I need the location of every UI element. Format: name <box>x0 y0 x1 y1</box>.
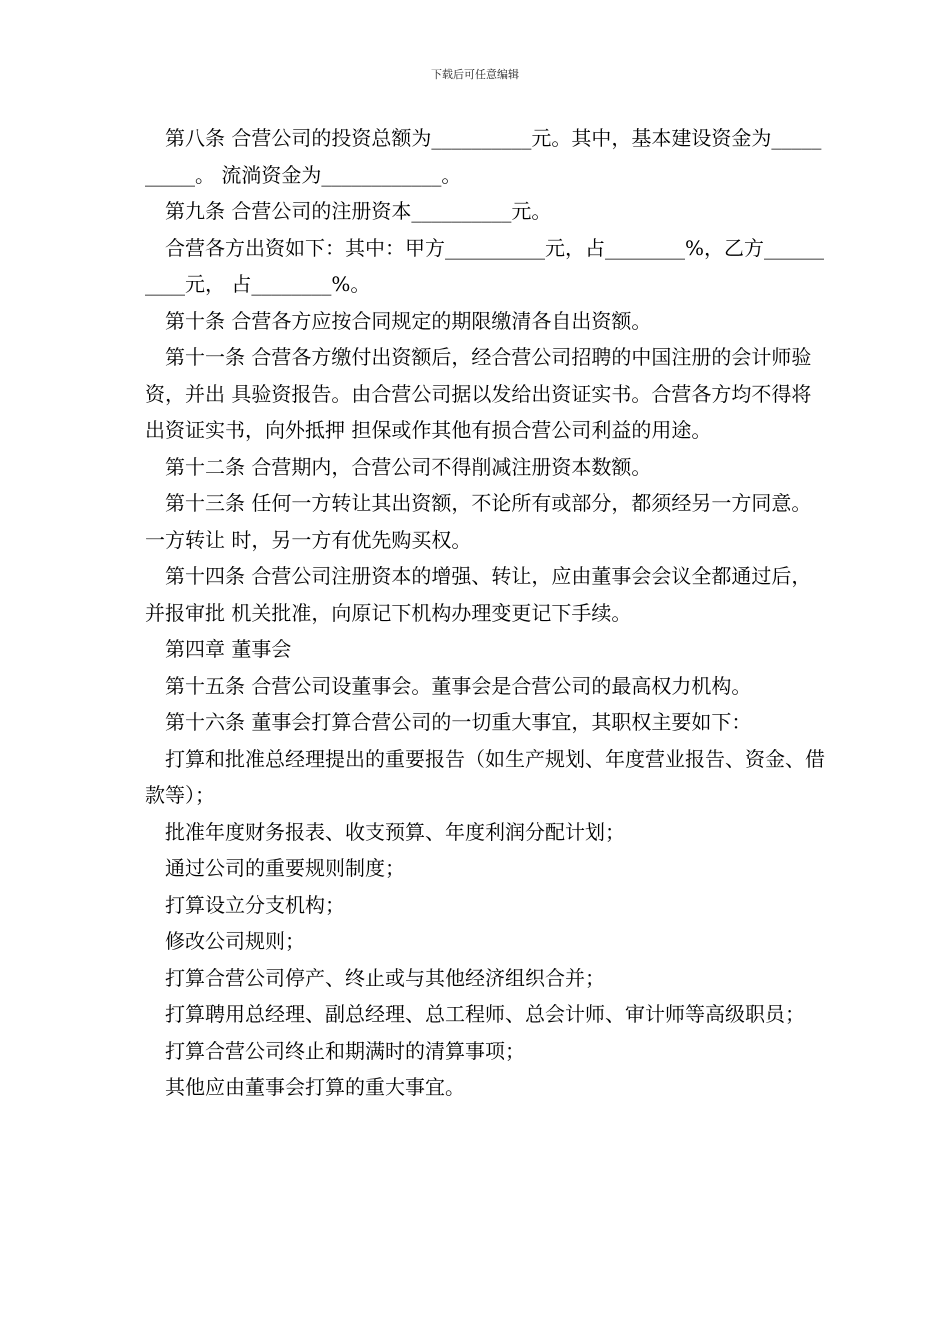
article-16: 第十六条 董事会打算合营公司的一切重大事宜，其职权主要如下： <box>165 710 752 734</box>
board-power-1: 打算和批准总经理提出的重要报告（如生产规划、年度营业报告、资金、借款等）； <box>145 746 825 807</box>
board-power-2: 批准年度财务报表、收支预算、年度利润分配计划； <box>165 819 625 844</box>
board-power-5: 修改公司规则； <box>165 929 305 953</box>
board-power-6: 打算合营公司停产、终止或与其他经济组织合并； <box>165 965 605 990</box>
article-15: 第十五条 合营公司设董事会。董事会是合营公司的最高权力机构。 <box>165 673 752 698</box>
board-power-4: 打算设立分支机构； <box>165 892 345 917</box>
chapter-4-heading: 第四章 董事会 <box>165 637 292 661</box>
board-power-7: 打算聘用总经理、副总经理、总工程师、总会计师、审计师等高级职员； <box>165 1002 805 1026</box>
article-12: 第十二条 合营期内，合营公司不得削减注册资本数额。 <box>165 454 652 479</box>
page-header-note: 下载后可任意编辑 <box>431 68 519 81</box>
article-10: 第十条 合营各方应按合同规定的期限缴清各自出资额。 <box>165 308 652 333</box>
board-power-8: 打算合营公司终止和期满时的清算事项； <box>165 1038 525 1063</box>
board-power-9: 其他应由董事会打算的重大事宜。 <box>165 1075 465 1099</box>
article-9: 第九条 合营公司的注册资本__________元。 <box>165 199 552 223</box>
document-body <box>145 120 825 1106</box>
article-13: 第十三条 任何一方转让其出资额，不论所有或部分，都须经另一方同意。一方转让 时，另一方有优先购买权。 <box>145 491 812 552</box>
article-11: 第十一条 合营各方缴付出资额后，经合营公司招聘的中国注册的会计师验资，并出 具验资报告。由合营公司据以发给出资证实书。合营各方均不得将出资证实书，向外抵押 担保或作其他有损合营公司利益的用途。 <box>145 345 812 442</box>
article-14: 第十四条 合营公司注册资本的增强、转让，应由董事会会议全都通过后，并报审批 机关批准，向原记下机构办理变更记下手续。 <box>145 564 812 625</box>
contribution-details: 合营各方出资如下：其中：甲方__________元，占________%，乙方__________元， 占________%。 <box>145 235 825 296</box>
article-8: 第八条 合营公司的投资总额为__________元。其中，基本建设资金为__________。 流淌资金为____________。 <box>145 126 822 187</box>
board-power-3: 通过公司的重要规则制度； <box>165 856 405 880</box>
